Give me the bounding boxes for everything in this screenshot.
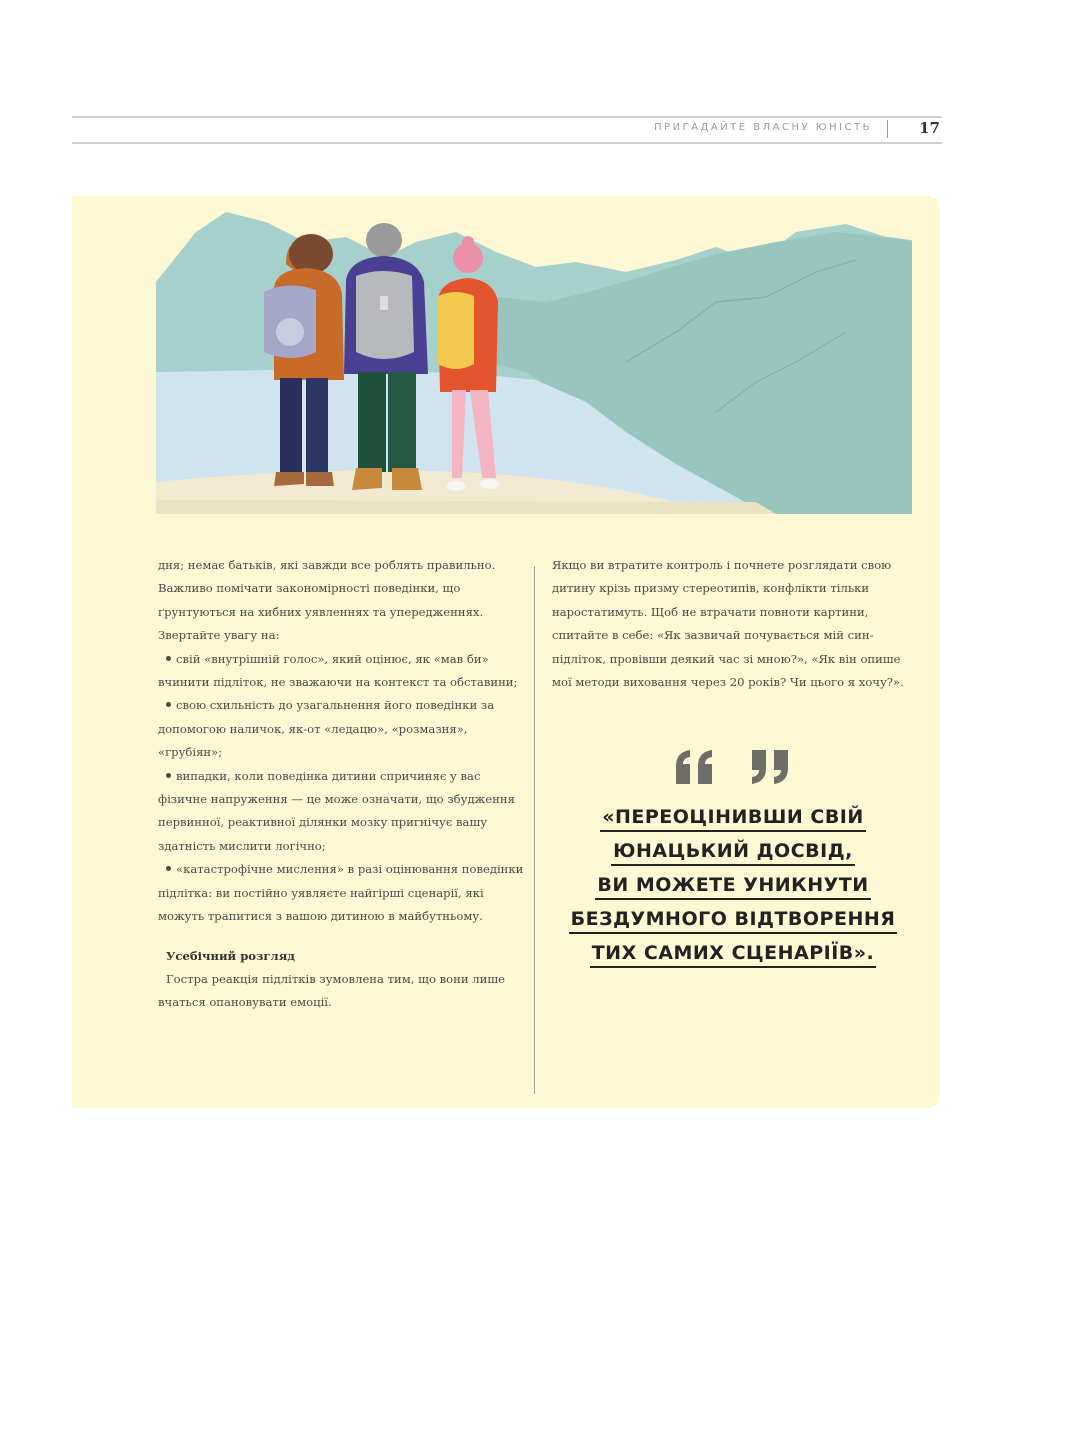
column-divider: [534, 566, 535, 1094]
pull-quote-line: «ПЕРЕОЦІНИВШИ СВІЙ: [600, 804, 866, 832]
list-item: [158, 858, 530, 928]
right-text-column: [552, 554, 914, 694]
running-title: ПРИГАДАЙТЕ ВЛАСНУ ЮНІСТЬ: [654, 122, 872, 133]
page-number: 17: [919, 119, 940, 137]
list-item-text: свою схильність до узагальнення його поведінки за допомогою наличок, як-от «ледацю», «розмазня», «грубіян»;: [158, 698, 495, 760]
bullet-icon: [166, 773, 171, 778]
bullet-icon: [166, 702, 171, 707]
list-item: [158, 648, 530, 695]
content-panel: [72, 196, 940, 1108]
header-divider: [887, 120, 888, 138]
closing-paragraph: Гостра реакція підлітків зумовлена тим, що вони лише вчаться опановувати емоції.: [158, 971, 505, 1010]
running-header: [72, 116, 942, 144]
three-teens-lake-mountains-illustration: [156, 202, 912, 514]
quotation-marks-icon: [672, 748, 792, 788]
left-intro-paragraph: дня; немає батьків, які завжди все роблять правильно. Важливо помічати закономірності поведінки, що ґрунтуються на хибних уявленнях та упередженнях. Звертайте увагу на:: [158, 558, 496, 643]
pull-quote-line: ВИ МОЖЕТЕ УНИКНУТИ: [595, 872, 870, 900]
list-item: [158, 765, 530, 859]
list-item-text: «катастрофічне мислення» в разі оцінювання поведінки підлітка: ви постійно уявляєте найгірші сценарії, які можуть трапитися з вашою дитиною в майбутньому.: [158, 862, 524, 924]
list-item-text: свій «внутрішній голос», який оцінює, як «мав би» вчинити підліток, не зважаючи на контекст та обставини;: [158, 651, 518, 690]
pull-quote: [552, 802, 914, 972]
bullet-icon: [166, 866, 171, 871]
pull-quote-line: ТИХ САМИХ СЦЕНАРІЇВ».: [590, 940, 877, 968]
bullet-icon: [166, 656, 171, 661]
left-text-column: [158, 554, 530, 1015]
list-item: [158, 694, 530, 764]
section-subheading: Усебічний розгляд: [166, 948, 295, 963]
right-paragraph: Якщо ви втратите контроль і почнете розглядати свою дитину крізь призму стереотипів, конфлікти тільки наростатимуть. Щоб не втрачати повноти картини, спитайте в себе: «Як зазвичай почувається мій син-підліток, провівши деякий час зі мною?», «Як він опише мої методи виховання через 20 років? Чи цього я хочу?».: [552, 558, 904, 690]
pull-quote-line: ЮНАЦЬКИЙ ДОСВІД,: [611, 838, 855, 866]
list-item-text: випадки, коли поведінка дитини спричиняє у вас фізичне напруження — це може означати, що збудження первинної, реактивної ділянки мозку пригнічує вашу здатність мислити логічно;: [158, 768, 515, 853]
pull-quote-line: БЕЗДУМНОГО ВІДТВОРЕННЯ: [569, 906, 898, 934]
